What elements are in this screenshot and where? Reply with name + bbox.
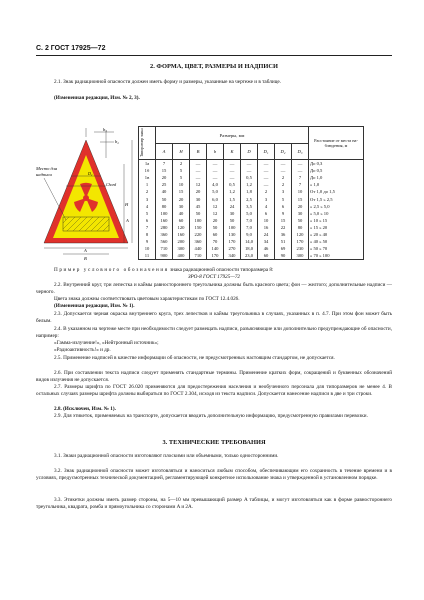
table-cell: 30 (173, 203, 190, 210)
table-row (139, 217, 364, 224)
table-cell: 12 (207, 203, 224, 210)
label-d2: D₂ (88, 171, 93, 176)
table-cell: 2 (275, 174, 292, 181)
table-row (139, 174, 364, 181)
table-cell: 3 (275, 188, 292, 195)
table-cell: 7,0 (241, 217, 258, 224)
header-sizes-group: Размеры, мм (156, 127, 309, 144)
table-cell: 5 (275, 195, 292, 202)
table-cell: — (292, 167, 309, 174)
table-cell: — (190, 167, 207, 174)
table-cell: 70 (207, 238, 224, 245)
table-cell: — (275, 167, 292, 174)
table-row (139, 181, 364, 188)
table-cell: 60 (258, 252, 275, 260)
table-cell: 15 (292, 195, 309, 202)
table-cell: 50 (190, 210, 207, 217)
distance-cell: » 1,0 (309, 181, 364, 188)
table-cell: 900 (156, 252, 173, 260)
distance-cell: До 0,5 (309, 167, 364, 174)
table-cell: 50 (207, 224, 224, 231)
table-cell: 7 (292, 174, 309, 181)
table-cell: 170 (224, 238, 241, 245)
table-cell: — (258, 167, 275, 174)
example-spaced: Пример условного обозначения (54, 267, 169, 273)
table-cell: — (190, 160, 207, 168)
section-title-2: 2. ФОРМА, ЦВЕТ, РАЗМЕРЫ И НАДПИСИ (150, 63, 278, 70)
table-cell: 36 (275, 231, 292, 238)
label-mesto: Место для (36, 166, 58, 171)
header-distance: Расстояние от места на-блюдения, м (309, 127, 364, 160)
distance-cell: До 1,0 (309, 174, 364, 181)
para-2-2b: Цвета знака должны соответствовать цветовым характеристикам по ГОСТ 12.4.026. (54, 296, 240, 302)
column-header: A (156, 144, 173, 160)
table-cell: 220 (190, 231, 207, 238)
table-row (139, 203, 364, 210)
size-type-cell: 8 (139, 231, 156, 238)
table-cell: 1,2 (224, 188, 241, 195)
table-cell: 3,5 (241, 203, 258, 210)
para-2-6: 2.6. При составлении текста надписи следует применять стандартные термины. Применение кратких форм, сокращений и буквенных обозначений видов излучения не допускается. (36, 370, 392, 384)
table-row (139, 167, 364, 174)
table-cell: 120 (173, 224, 190, 231)
table-cell: 30 (224, 210, 241, 217)
table-cell: 3 (258, 195, 275, 202)
header-size-type: Типоразмер знака (139, 127, 156, 160)
distance-cell: » 15 » 20 (309, 224, 364, 231)
para-2-4: 2.4. В указанном на чертеже месте при необходимости следует размещать надписи, разъясняющие или дополнительно предупреждающие об опасности, например: (36, 326, 392, 340)
table-cell: 140 (207, 245, 224, 252)
table-cell: 4,0 (207, 181, 224, 188)
table-cell: 1,8 (241, 188, 258, 195)
table-cell: 9 (275, 210, 292, 217)
table-cell: 25 (156, 181, 173, 188)
para-2-1: 2.1. Знак радиационной опасности должен иметь форму и размеры, указанные на чертеже и в таблице. (54, 79, 281, 85)
distance-cell: » 70 » 100 (309, 252, 364, 260)
column-header: b (207, 144, 224, 160)
label-b-bottom: B (84, 256, 87, 261)
table-cell: 20 (190, 188, 207, 195)
table-cell: 710 (156, 245, 173, 252)
table-cell: 7,0 (241, 224, 258, 231)
dimensions-table (138, 126, 364, 260)
size-type-cell: 4 (139, 203, 156, 210)
table-cell: 440 (190, 245, 207, 252)
table-cell: 40 (156, 188, 173, 195)
label-a-bottom: A (84, 248, 87, 253)
table-row (139, 195, 364, 202)
distance-cell: » 20 » 40 (309, 231, 364, 238)
table-cell: 360 (156, 231, 173, 238)
table-cell: 200 (173, 238, 190, 245)
table-cell: 7 (156, 160, 173, 168)
table-cell: 2 (275, 181, 292, 188)
table-cell: 560 (156, 238, 173, 245)
para-3-3: 3.3. Этикетки должны иметь размер стороны, на 5—10 мм превышающий размер A таблицы, и могут изготовляться как в форме равностороннего треугольника, квадрата, ромба и прямоугольника со сторонами A и 2A. (36, 497, 392, 511)
page-header: С. 2 ГОСТ 17925—72 (36, 45, 106, 52)
size-type-cell: 1 (139, 181, 156, 188)
table-cell: 2 (258, 188, 275, 195)
size-type-cell: 1б (139, 167, 156, 174)
column-header: D (241, 144, 258, 160)
para-2-8: 2.8. (Исключен, Изм. № 1). (54, 406, 116, 412)
table-cell: 45 (190, 203, 207, 210)
table-cell: — (275, 160, 292, 168)
table-cell: 130 (224, 231, 241, 238)
para-2-2-edition: (Измененная редакция, Изм. № 1). (54, 303, 135, 309)
table-cell: 10 (292, 188, 309, 195)
distance-cell: От 1,5 » 2,5 (309, 195, 364, 202)
label-h: H (125, 202, 129, 207)
table-cell: 6,0 (207, 195, 224, 202)
para-2-4-quote: «Гамма-излучение!», «Нейтронный источник»; (54, 340, 159, 346)
table-cell: 50 (156, 195, 173, 202)
table-cell: 100 (224, 224, 241, 231)
table-cell: 15 (275, 217, 292, 224)
table-cell: 2,5 (241, 195, 258, 202)
table-cell: 18,0 (241, 245, 258, 252)
para-2-1-edition: (Измененная редакция, Изм. № 2, 3). (54, 95, 140, 101)
table-cell: 10 (173, 181, 190, 188)
table-row (139, 238, 364, 245)
label-b1: b₁ (103, 128, 107, 132)
size-type-cell: 11 (139, 252, 156, 260)
table-cell: 24 (224, 203, 241, 210)
column-header: D₃ (292, 144, 309, 160)
table-cell: 170 (292, 238, 309, 245)
table-cell: — (241, 167, 258, 174)
table-cell: 40 (173, 210, 190, 217)
table-cell: 5,0 (241, 210, 258, 217)
size-type-cell: 1в (139, 174, 156, 181)
label-b2: b₂ (115, 139, 119, 144)
table-cell: 16 (258, 224, 275, 231)
label-nadpisi: надписи (36, 172, 52, 177)
table-cell: 50 (292, 217, 309, 224)
table-row (139, 188, 364, 195)
table-cell: 12 (190, 181, 207, 188)
table-cell: 30 (292, 210, 309, 217)
para-2-4-quote2: «Радиоактивность!» и др. (54, 347, 111, 353)
table-cell: 0,5 (224, 181, 241, 188)
table-cell: 360 (190, 238, 207, 245)
size-type-cell: 3 (139, 195, 156, 202)
table-cell: 1,5 (224, 195, 241, 202)
size-type-cell: 5 (139, 210, 156, 217)
table-cell: 270 (224, 245, 241, 252)
table-cell: 340 (224, 252, 241, 260)
size-type-cell: 1а (139, 160, 156, 168)
table-cell: 300 (173, 245, 190, 252)
size-type-cell: 7 (139, 224, 156, 231)
table-row (139, 252, 364, 260)
table-cell: 1,2 (241, 181, 258, 188)
table-cell: 160 (173, 231, 190, 238)
table-cell: 90 (275, 252, 292, 260)
table-cell: 300 (292, 252, 309, 260)
table-cell: 230 (292, 245, 309, 252)
table-cell: — (241, 160, 258, 168)
header-rule (36, 55, 392, 56)
table-cell: 5 (173, 167, 190, 174)
table-cell: 710 (190, 252, 207, 260)
column-header: K (224, 144, 241, 160)
label-hord: Chord (106, 182, 117, 187)
table-cell: 20 (156, 174, 173, 181)
table-cell: — (207, 174, 224, 181)
table-cell: 150 (190, 224, 207, 231)
table-cell: 10 (258, 217, 275, 224)
column-header: H (173, 144, 190, 160)
distance-cell: » 2,5 » 5,0 (309, 203, 364, 210)
radiation-sign-drawing (36, 128, 136, 268)
distance-cell: » 5,0 » 10 (309, 210, 364, 217)
table-cell: 400 (173, 252, 190, 260)
column-header: B (190, 144, 207, 160)
table-row (139, 224, 364, 231)
table-cell: 4 (258, 203, 275, 210)
table-cell: 6 (258, 210, 275, 217)
table-cell: 20 (207, 217, 224, 224)
example-rest: знака радиационной опасности типоразмера 8: (170, 267, 274, 273)
label-a-right: A (126, 218, 129, 223)
section-title-3: 3. ТЕХНИЧЕСКИЕ ТРЕБОВАНИЯ (162, 439, 266, 446)
table-cell: 5,0 (207, 188, 224, 195)
table-cell: — (224, 160, 241, 168)
size-type-cell: 6 (139, 217, 156, 224)
table-cell: — (207, 167, 224, 174)
table-cell: 23,0 (241, 252, 258, 260)
table-cell: 80 (292, 224, 309, 231)
table-cell: 69 (275, 245, 292, 252)
para-3-1: 3.1. Знаки радиационной опасности изготовляют плоскими или объемными, только односторонними. (54, 453, 279, 459)
table-cell: 100 (190, 217, 207, 224)
table-cell: 9,0 (241, 231, 258, 238)
size-type-cell: 2 (139, 188, 156, 195)
distance-cell: » 40 » 50 (309, 238, 364, 245)
distance-cell: От 1,0 до 1,5 (309, 188, 364, 195)
table-cell: 14,0 (241, 238, 258, 245)
table-row (139, 231, 364, 238)
table-cell: 22 (275, 224, 292, 231)
table-cell: 15 (156, 167, 173, 174)
table-cell: 170 (207, 252, 224, 260)
table-cell: 120 (292, 231, 309, 238)
size-type-cell: 10 (139, 245, 156, 252)
table-cell: 20 (292, 203, 309, 210)
para-2-7: 2.7. Размеры шрифта по ГОСТ 26.020 применяются для предостережения населения и необученного персонала для типоразмеров не менее 4. В остальных случаях размеры шрифта должны выбираться по ГОСТ 2.304, исходя из текста надписи. Допускается нанесение надписи в две и три строки. (36, 384, 392, 398)
table-cell: 12 (207, 210, 224, 217)
table-cell: 2 (173, 160, 190, 168)
table-cell: 30 (190, 195, 207, 202)
column-header: D₁ (258, 144, 275, 160)
table-cell: 24 (258, 231, 275, 238)
table-cell: — (190, 174, 207, 181)
table-row (139, 245, 364, 252)
example-code: ЗРО-8 ГОСТ 17925—72 (187, 274, 241, 280)
distance-cell: До 0,3 (309, 160, 364, 168)
table-cell: — (224, 174, 241, 181)
table-row (139, 210, 364, 217)
table-cell: 280 (156, 224, 173, 231)
distance-cell: » 50 » 70 (309, 245, 364, 252)
table-cell: 50 (224, 217, 241, 224)
para-2-3: 2.3. Допускается черная окраска внутреннего круга, трех лепестков и каймы треугольника в случаях, указанных в п. 4.7. При этом фон может быть белым. (36, 311, 392, 325)
table-cell: 46 (258, 245, 275, 252)
table-row (139, 160, 364, 168)
table-cell: 15 (173, 188, 190, 195)
para-3-2: 3.2. Знак радиационной опасности может изготовляться и наноситься любым способом, обеспечивающим его сохранность в течение времени и в условиях, предусмотренных технической документацией, регламентирующей конкретное использование знака и утвержденной в установленном порядке. (36, 468, 392, 482)
para-2-2: 2.2. Внутренний круг, три лепестка и каймы равностороннего треугольника должны быть красного цвета; фон — желтого; дополнительные надписи — черного. (36, 282, 392, 296)
table-cell: 0,5 (241, 174, 258, 181)
table-cell: 60 (173, 217, 190, 224)
table-cell: 80 (156, 203, 173, 210)
table-cell: — (292, 160, 309, 168)
table-cell: — (258, 174, 275, 181)
table-cell: — (258, 160, 275, 168)
table-cell: 5 (173, 174, 190, 181)
table-cell: 6 (275, 203, 292, 210)
size-type-cell: 9 (139, 238, 156, 245)
para-2-5: 2.5. Применение надписей в качестве информации об опасности, не предусмотренных настоящим стандартом, не допускается. (54, 355, 335, 361)
table-cell: 20 (173, 195, 190, 202)
table-cell: — (207, 160, 224, 168)
table-cell: 7 (292, 181, 309, 188)
distance-cell: » 10 » 15 (309, 217, 364, 224)
table-cell: 34 (258, 238, 275, 245)
table-cell: 60 (207, 231, 224, 238)
table-cell: 51 (275, 238, 292, 245)
table-cell: — (224, 167, 241, 174)
table-cell: — (258, 181, 275, 188)
para-2-9: 2.9. Для этикеток, применяемых на транспорте, допускается вводить дополнительную информацию, предусмотренную правилами перевозки. (54, 413, 368, 419)
table-cell: 160 (156, 217, 173, 224)
column-header: D₂ (275, 144, 292, 160)
table-cell: 100 (156, 210, 173, 217)
